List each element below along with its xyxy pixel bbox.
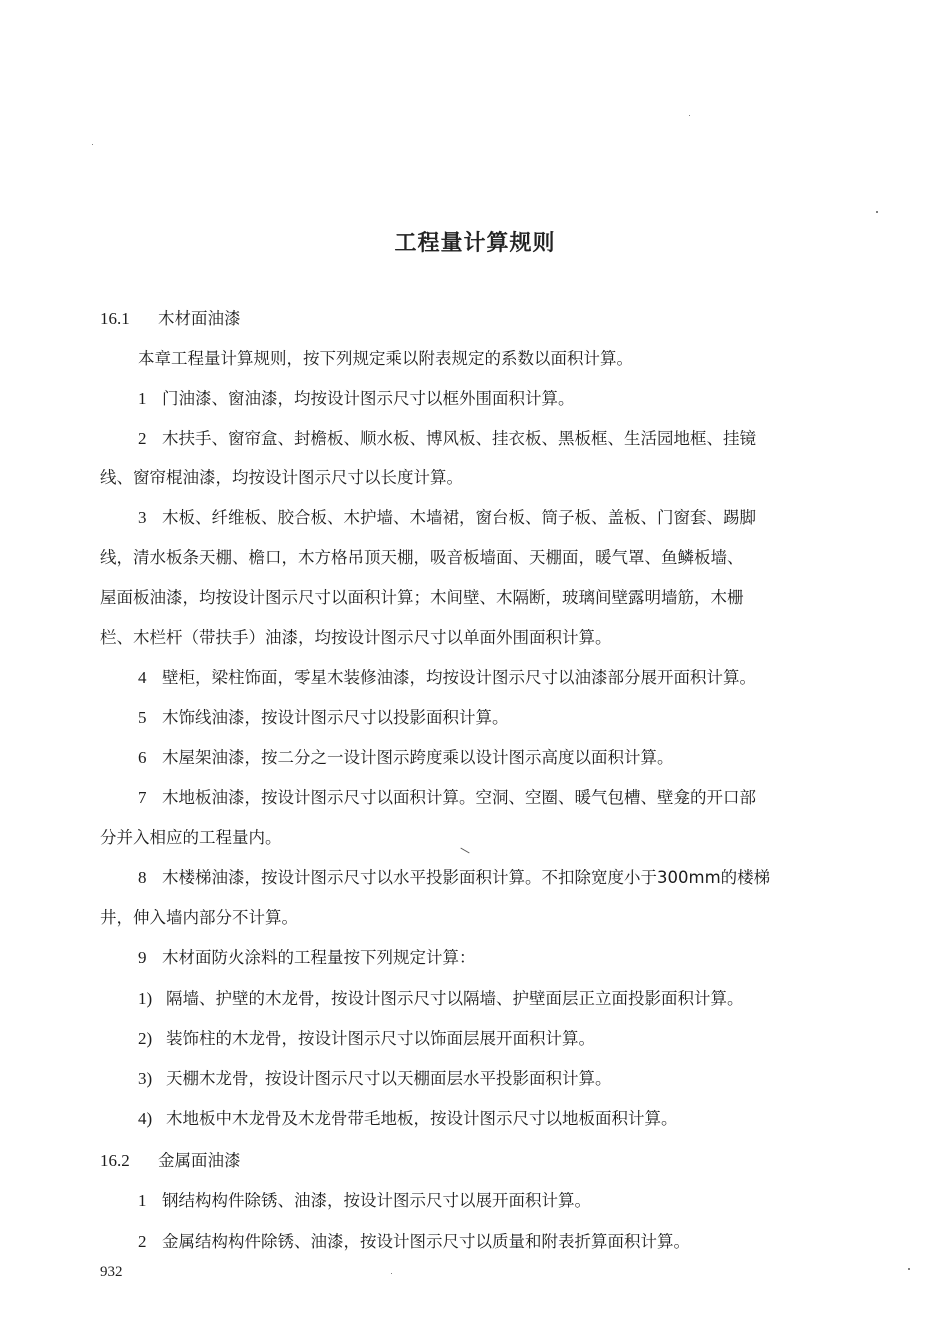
item-text: 木材面防火涂料的工程量按下列规定计算： [162, 948, 476, 967]
item-number: 3 [138, 508, 147, 527]
rule-item-2-continuation: 线、窗帘棍油漆，均按设计图示尺寸以长度计算。 [100, 468, 463, 487]
sub-item-3 [138, 1069, 612, 1089]
item-text: 金属结构构件除锈、油漆，按设计图示尺寸以质量和附表折算面积计算。 [162, 1232, 690, 1251]
sub-item-1 [138, 989, 744, 1009]
sub-item-number: 1) [138, 989, 153, 1008]
item-text: 木板、纤维板、胶合板、木护墙、木墙裙，窗台板、筒子板、盖板、门窗套、踢脚 [162, 508, 756, 527]
item-number: 5 [138, 708, 147, 727]
rule-item-7 [138, 788, 756, 808]
sub-item-text: 木地板中木龙骨及木龙骨带毛地板，按设计图示尺寸以地板面积计算。 [166, 1109, 678, 1128]
item-text: 木楼梯油漆，按设计图示尺寸以水平投影面积计算。不扣除宽度小于300mm的楼梯 [162, 868, 771, 887]
sub-item-4 [138, 1109, 678, 1129]
item-number: 2 [138, 1232, 147, 1251]
sub-item-2 [138, 1029, 595, 1049]
rule-item-9 [138, 948, 476, 968]
scan-speck [908, 1268, 910, 1270]
sub-item-text: 装饰柱的木龙骨，按设计图示尺寸以饰面层展开面积计算。 [166, 1029, 595, 1048]
item-number: 9 [138, 948, 147, 967]
section-label: 金属面油漆 [158, 1151, 241, 1170]
scan-speck [92, 144, 93, 145]
sub-item-number: 3) [138, 1069, 153, 1088]
sub-item-text: 隔墙、护壁的木龙骨，按设计图示尺寸以隔墙、护壁面层正立面投影面积计算。 [166, 989, 744, 1008]
page-title: 工程量计算规则 [394, 231, 556, 256]
section-heading-16-2 [100, 1151, 241, 1171]
sub-item-text: 天棚木龙骨，按设计图示尺寸以天棚面层水平投影面积计算。 [166, 1069, 612, 1088]
item-text: 木地板油漆，按设计图示尺寸以面积计算。空洞、空圈、暖气包槽、壁龛的开口部 [162, 788, 756, 807]
item-text: 壁柜，梁柱饰面，零星木装修油漆，均按设计图示尺寸以油漆部分展开面积计算。 [162, 668, 756, 687]
scan-speck [876, 211, 878, 213]
sub-item-number: 2) [138, 1029, 153, 1048]
item-number: 1 [138, 1191, 147, 1210]
sub-item-number: 4) [138, 1109, 153, 1128]
item-text: 钢结构构件除锈、油漆，按设计图示尺寸以展开面积计算。 [162, 1191, 591, 1210]
intro-paragraph: 本章工程量计算规则，按下列规定乘以附表规定的系数以面积计算。 [138, 349, 633, 368]
rule-item-3-line-2: 线，清水板条天棚、檐口，木方格吊顶天棚，吸音板墙面、天棚面，暖气罩、鱼鳞板墙、 [100, 548, 744, 567]
rule-item-3 [138, 508, 756, 528]
rule-item-2 [138, 429, 756, 449]
rule-item-8 [138, 868, 770, 888]
section-label: 木材面油漆 [158, 309, 241, 328]
metal-rule-item-1 [138, 1191, 591, 1211]
rule-item-4 [138, 668, 756, 688]
item-number: 8 [138, 868, 147, 887]
section-number: 16.1 [100, 309, 130, 328]
item-number: 4 [138, 668, 147, 687]
section-number: 16.2 [100, 1151, 130, 1170]
section-heading-16-1 [100, 309, 241, 329]
item-number: 2 [138, 429, 147, 448]
item-text: 木扶手、窗帘盒、封檐板、顺水板、博风板、挂衣板、黑板框、生活园地框、挂镜 [162, 429, 756, 448]
item-number: 7 [138, 788, 147, 807]
page-number: 932 [100, 1264, 123, 1280]
item-text: 木饰线油漆，按设计图示尺寸以投影面积计算。 [162, 708, 509, 727]
rule-item-3-line-4: 栏、木栏杆（带扶手）油漆，均按设计图示尺寸以单面外围面积计算。 [100, 628, 612, 647]
rule-item-6 [138, 748, 674, 768]
rule-item-3-line-3: 屋面板油漆，均按设计图示尺寸以面积计算；木间壁、木隔断，玻璃间壁露明墙筋，木栅 [100, 588, 744, 607]
item-number: 6 [138, 748, 147, 767]
rule-item-8-continuation: 井，伸入墙内部分不计算。 [100, 908, 298, 927]
rule-item-5 [138, 708, 509, 728]
scan-speck [391, 1273, 392, 1274]
item-text: 门油漆、窗油漆，均按设计图示尺寸以框外围面积计算。 [162, 389, 575, 408]
metal-rule-item-2 [138, 1232, 690, 1252]
rule-item-1 [138, 389, 575, 409]
scan-speck [689, 115, 690, 116]
item-number: 1 [138, 389, 147, 408]
rule-item-7-continuation: 分并入相应的工程量内。 [100, 828, 282, 847]
scan-speck [460, 848, 469, 854]
item-text: 木屋架油漆，按二分之一设计图示跨度乘以设计图示高度以面积计算。 [162, 748, 674, 767]
